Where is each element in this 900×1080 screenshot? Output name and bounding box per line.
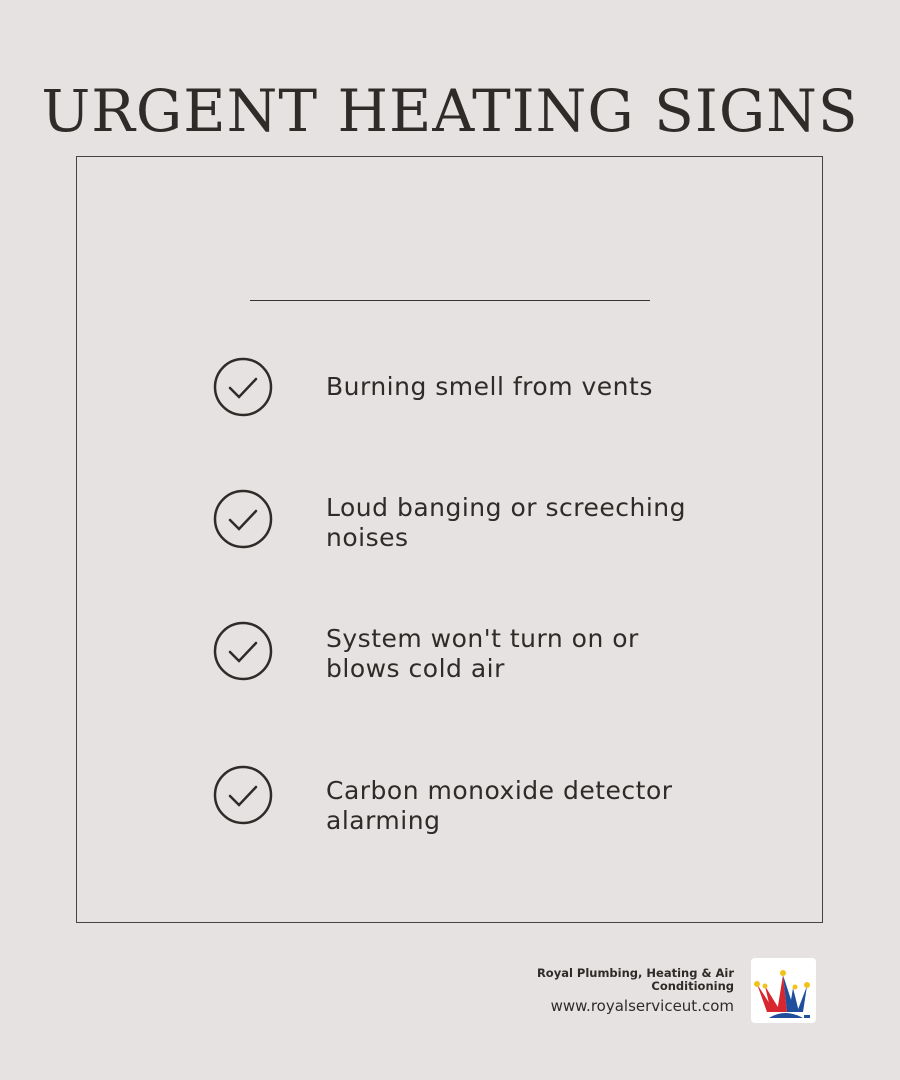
check-circle-icon	[213, 357, 273, 417]
item-text: Burning smell from vents	[326, 372, 653, 401]
list-item	[213, 357, 653, 417]
check-circle-icon	[213, 489, 273, 549]
item-text: System won't turn on or blows cold air	[326, 624, 639, 683]
list-item	[213, 621, 639, 683]
check-circle-icon	[213, 765, 273, 825]
item-text: Carbon monoxide detector alarming	[326, 776, 673, 835]
divider	[250, 300, 650, 301]
crown-logo	[751, 958, 816, 1023]
list-item	[213, 489, 686, 552]
list-item	[213, 765, 673, 835]
page-title: URGENT HEATING SIGNS	[41, 76, 859, 145]
website-link[interactable]: www.royalserviceut.com	[550, 997, 734, 1015]
item-text: Loud banging or screeching noises	[326, 493, 686, 552]
brand-name: Royal Plumbing, Heating & Air Conditioning	[536, 966, 734, 993]
check-circle-icon	[213, 621, 273, 681]
